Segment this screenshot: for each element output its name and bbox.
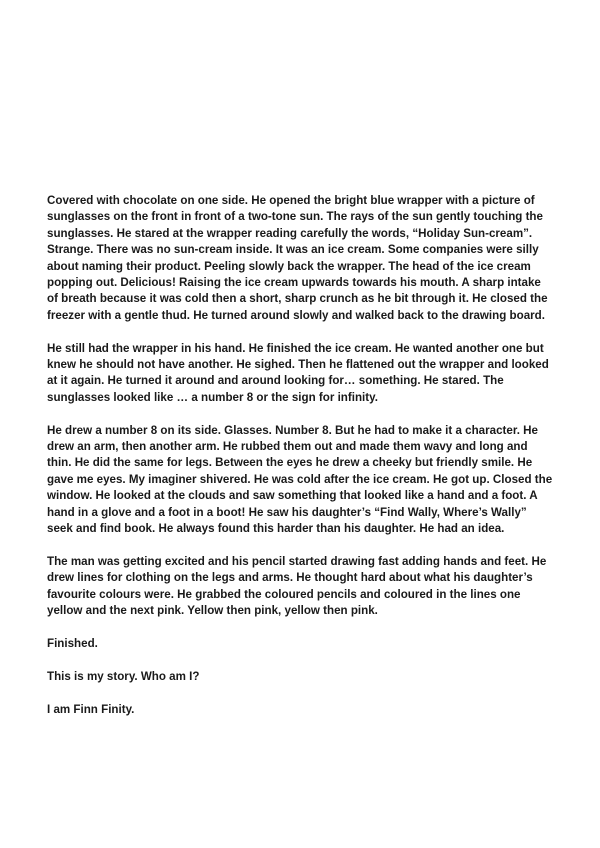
story-paragraph-finished: Finished.: [47, 636, 98, 650]
story-paragraph-2: He still had the wrapper in his hand. He finished the ice cream. He wanted another one but knew he should not have another. He sighed. Then he flattened out the wrapper and looked at it again. He turned it around and around looking for… something. He stared. The sunglasses looked like … a number 8 or the sign for infinity.: [47, 341, 549, 404]
story-paragraph-1: Covered with chocolate on one side. He opened the bright blue wrapper with a picture of sunglasses on the front in front of a two-tone sun. The rays of the sun gently touching the sunglasses. He stared at the wrapper reading carefully the words, “Holiday Sun-cream”. Strange. There was no sun-cream inside. It was an ice cream. Some companies were silly about naming their product. Peeling slowly back the wrapper. The head of the ice cream popping out. Delicious! Raising the ice cream upwards towards his mouth. A sharp intake of breath because it was cold then a short, sharp crunch as he bit through it. He closed the freezer with a gentle thud. He turned around slowly and walked back to the drawing board.: [47, 194, 548, 322]
story-paragraph-answer: I am Finn Finity.: [47, 702, 135, 716]
story-paragraph-question: This is my story. Who am I?: [47, 669, 200, 683]
story-paragraph-3: He drew a number 8 on its side. Glasses. Number 8. But he had to make it a character. He drew an arm, then another arm. He rubbed them out and made them wavy and long and thin. He did the same for legs. Between the eyes he drew a cheeky but friendly smile. He gave me eyes. My imaginer shivered. He was cold after the ice cream. He got up. Closed the window. He looked at the clouds and saw something that looked like a hand and a foot. A hand in a glove and a foot in a boot! He saw his daughter’s “Find Wally, Where’s Wally” seek and find book. He always found this harder than his daughter. He had an idea.: [47, 423, 553, 536]
story-paragraph-4: The man was getting excited and his pencil started drawing fast adding hands and feet. He drew lines for clothing on the legs and arms. He thought hard about what his daughter’s favourite colours were. He grabbed the coloured pencils and coloured in the lines one yellow and the next pink. Yellow then pink, yellow then pink.: [47, 554, 547, 618]
story-document: [47, 193, 553, 734]
